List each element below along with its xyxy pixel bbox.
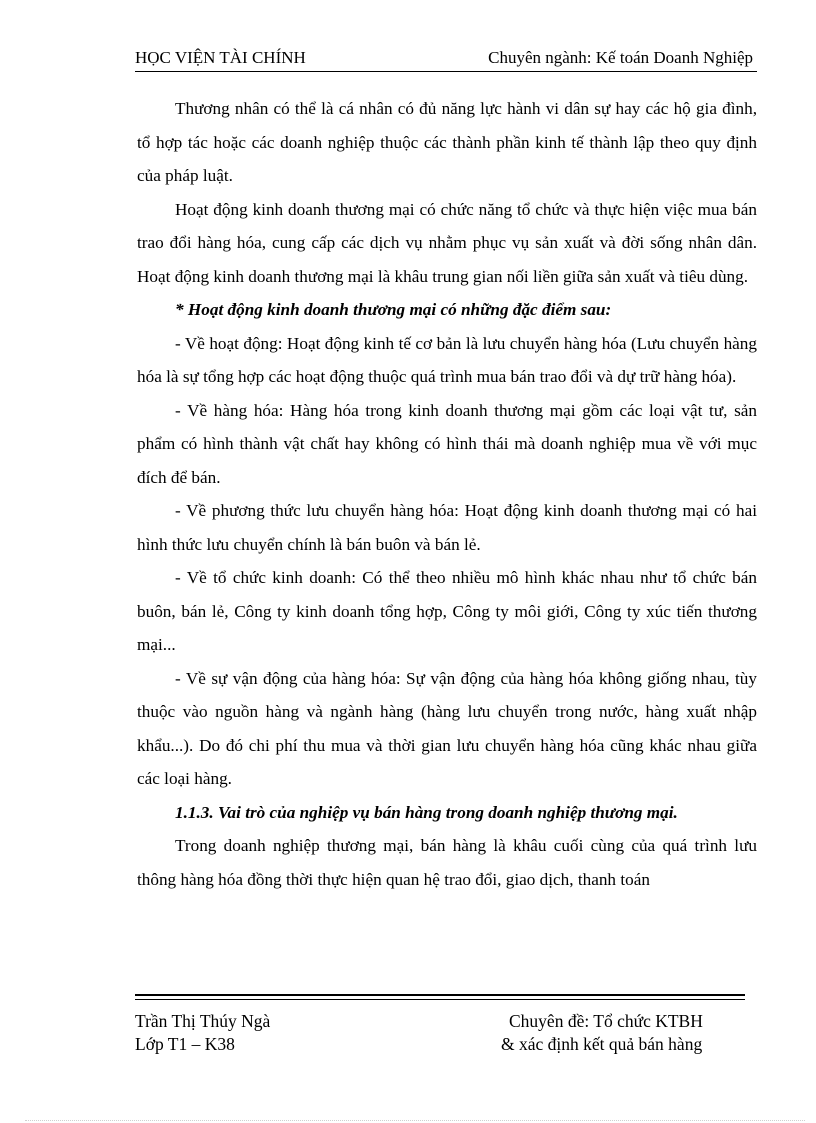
footer-divider-thin (135, 999, 745, 1000)
footer-topic-line1: Chuyên đề: Tổ chức KTBH (509, 1011, 703, 1031)
header-divider (135, 71, 757, 72)
footer-author-block (135, 1010, 270, 1056)
header-institution: HỌC VIỆN TÀI CHÍNH (135, 48, 306, 67)
page-bottom-border (25, 1120, 805, 1121)
paragraph-2: Hoạt động kinh doanh thương mại có chức năng tổ chức và thực hiện việc mua bán trao đổi hàng hóa, cung cấp các dịch vụ nhằm phục vụ sản xuất và đời sống nhân dân. Hoạt động kinh doanh thương mại là khâu trung gian nối liền giữa sản xuất và tiêu dùng. (137, 199, 757, 286)
header-major: Chuyên ngành: Kế toán Doanh Nghiệp (488, 48, 753, 67)
paragraph-1: Thương nhân có thể là cá nhân có đủ năng lực hành vi dân sự hay các hộ gia đình, tổ hợp tác hoặc các doanh nghiệp thuộc các thành phần kinh tế thành lập theo quy định của pháp luật. (137, 99, 757, 185)
footer-topic-block (501, 1010, 703, 1056)
page-header (135, 48, 753, 72)
paragraph-goods: - Về hàng hóa: Hàng hóa trong kinh doanh thương mại gồm các loại vật tư, sản phẩm có hình thành vật chất hay không có hình thái mà doanh nghiệp mua về với mục đích để bán. (137, 400, 757, 487)
section-heading-features: * Hoạt động kinh doanh thương mại có những đặc điểm sau: (175, 300, 612, 319)
footer-author: Trần Thị Thúy Ngà (135, 1011, 271, 1031)
footer-topic-line2: & xác định kết quả bán hàng (501, 1034, 703, 1054)
section-heading-1-1-3: 1.1.3. Vai trò của nghiệp vụ bán hàng trong doanh nghiệp thương mại. (175, 802, 678, 822)
paragraph-sales-role: Trong doanh nghiệp thương mại, bán hàng là khâu cuối cùng của quá trình lưu thông hàng hóa đồng thời thực hiện quan hệ trao đổi, giao dịch, thanh toán (137, 836, 757, 889)
footer-divider-thick (135, 994, 745, 996)
document-body (137, 92, 757, 896)
paragraph-goods-movement: - Về sự vận động của hàng hóa: Sự vận động của hàng hóa không giống nhau, tùy thuộc vào nguồn hàng và ngành hàng (hàng lưu chuyển trong nước, hàng xuất nhập khẩu...). Do đó chi phí thu mua và thời gian lưu chuyển hàng hóa cũng khác nhau giữa các loại hàng. (137, 668, 757, 788)
footer-class: Lớp T1 – K38 (135, 1034, 235, 1054)
paragraph-business-organization: - Về tổ chức kinh doanh: Có thể theo nhiều mô hình khác nhau như tổ chức bán buôn, bán lẻ, Công ty kinh doanh tổng hợp, Công ty môi giới, Công ty xúc tiến thương mại... (137, 568, 757, 654)
paragraph-circulation-method: - Về phương thức lưu chuyển hàng hóa: Hoạt động kinh doanh thương mại có hai hình thức lưu chuyển chính là bán buôn và bán lẻ. (137, 501, 757, 554)
paragraph-activity: - Về hoạt động: Hoạt động kinh tế cơ bản là lưu chuyển hàng hóa (Lưu chuyển hàng hóa là sự tổng hợp các hoạt động thuộc quá trình mua bán trao đổi và dự trữ hàng hóa). (137, 333, 757, 386)
